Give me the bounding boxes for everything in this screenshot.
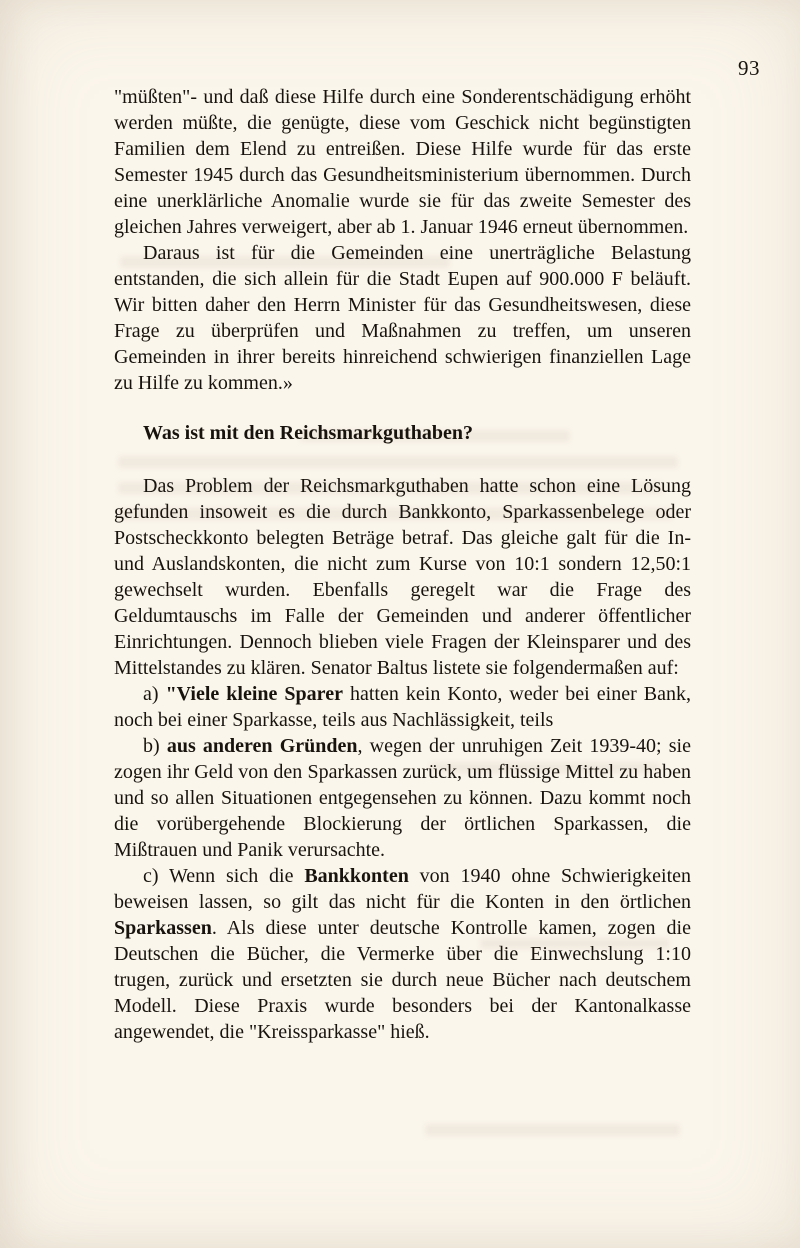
text-run: hatten kein Konto, weder bei einer Bank, noch bei einer Sparkasse, teils aus Nachlässigkeit, teils bbox=[114, 683, 691, 731]
text-run: . Als diese unter deutsche Kontrolle kamen, zogen die Deutschen die Bücher, die Vermerke über die Einwechslung 1:10 trugen, zurück und ersetzten sie durch neue Bücher nach deutschem Modell. Diese Praxis wurde besonders bei der Kantonalkasse angewendet, die "Kreissparkasse" hieß. bbox=[114, 917, 691, 1043]
bold-text-run: "Viele kleine Sparer bbox=[165, 683, 343, 705]
text-run: von 1940 ohne Schwierigkeiten beweisen lassen, so gilt das nicht für die Konten in den örtlichen bbox=[114, 865, 692, 913]
paragraph bbox=[114, 681, 691, 733]
paragraph bbox=[114, 733, 691, 863]
bleed-through-artifact bbox=[425, 1124, 680, 1136]
section-heading bbox=[114, 420, 691, 446]
paragraph bbox=[114, 240, 691, 396]
bold-text-run: Was ist mit den Reichsmarkguthaben? bbox=[143, 422, 474, 444]
paragraph bbox=[114, 863, 691, 1045]
text-run: c) Wenn sich die bbox=[143, 865, 305, 887]
paragraph bbox=[114, 84, 691, 240]
text-run: , wegen der unruhigen Zeit 1939-40; sie zogen ihr Geld von den Sparkassen zurück, um flüssige Mittel zu haben und so allen Situationen entgegensehen zu können. Dazu kommt noch die vorübergehende Blockierung der örtlichen Sparkassen, die Mißtrauen und Panik verursachte. bbox=[114, 735, 691, 861]
text-run: Das Problem der Reichsmarkguthaben hatte schon eine Lösung gefunden insoweit es die durch Bankkonto, Sparkassenbelege oder Postscheckkonto belegten Beträge betraf. Das gleiche galt für die In- und Auslandskonten, die nicht zum Kurse von 10:1 sondern 12,50:1 gewechselt wurden. Ebenfalls geregelt war die Frage des Geldumtauschs im Falle der Gemeinden und anderer öffentlicher Einrichtungen. Dennoch blieben viele Fragen der Kleinsparer und des Mittelstandes zu klären. Senator Baltus listete sie folgendermaßen auf: bbox=[114, 475, 691, 679]
page-number: 93 bbox=[738, 56, 760, 80]
text-run: Daraus ist für die Gemeinden eine unerträgliche Belastung entstanden, die sich allein für die Stadt Eupen auf 900.000 F beläuft. Wir bitten daher den Herrn Minister für das Gesundheitswesen, diese Frage zu überprüfen und Maßnahmen zu treffen, um unseren Gemeinden in ihrer bereits hinreichend schwierigen finanziellen Lage zu Hilfe zu kommen.» bbox=[114, 242, 691, 394]
text-run: a) bbox=[143, 683, 166, 705]
page-content bbox=[114, 84, 691, 1045]
bold-text-run: Bankkonten bbox=[304, 865, 409, 887]
bold-text-run: Sparkassen bbox=[114, 917, 212, 939]
text-run: b) bbox=[143, 735, 167, 757]
text-run: "müßten"- und daß diese Hilfe durch eine Sonderentschädigung erhöht werden müßte, die genügte, diese vom Geschick nicht begünstigten Familien dem Elend zu entreißen. Diese Hilfe wurde für das erste Semester 1945 durch das Gesundheitsministerium übernommen. Durch eine unerklärliche Anomalie wurde sie für das zweite Semester des gleichen Jahres verweigert, aber ab 1. Januar 1946 erneut übernommen. bbox=[114, 86, 691, 238]
bold-text-run: aus anderen Gründen bbox=[166, 735, 358, 757]
paragraph bbox=[114, 473, 691, 681]
